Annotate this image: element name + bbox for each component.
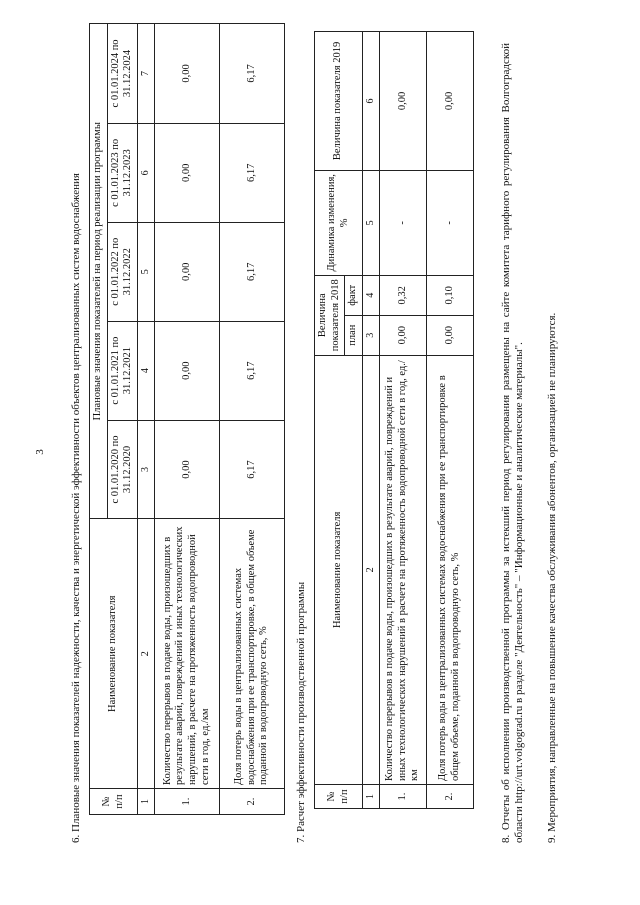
t1-col-number: 6 bbox=[137, 123, 154, 222]
t1-header-period: с 01.01.2024 по 31.12.2024 bbox=[107, 24, 137, 124]
t2-row-dynamics: - bbox=[426, 170, 473, 275]
t1-col-number: 4 bbox=[137, 321, 154, 420]
section-8-paragraph: 8. Отчеты об исполнении производственной программы за истекший период регулирования размещены на сайте комитета тарифного регулирования Волгоградской области http://urt.volgograd.ru в разделе "Деятельность" – "Информационные и аналитические материалы". bbox=[499, 43, 526, 843]
section-6-heading: 6. Плановые значения показателей надежности, качества и энергетической эффективности объектов централизованных систем водоснабжения bbox=[70, 173, 82, 843]
t1-col-number: 7 bbox=[137, 24, 154, 124]
t1-row-value: 6,17 bbox=[219, 123, 284, 222]
t2-row-2019: 0,00 bbox=[379, 32, 426, 171]
t2-col-number: 6 bbox=[362, 32, 379, 171]
t2-header-2018: Величина показателя 2018 bbox=[315, 275, 345, 355]
t2-col-number: 4 bbox=[362, 275, 379, 315]
t1-row-value: 0,00 bbox=[154, 222, 219, 321]
t2-col-number: 5 bbox=[362, 170, 379, 275]
t2-col-number: 1 bbox=[362, 785, 379, 809]
t2-header-num: № п/п bbox=[315, 785, 363, 809]
t2-row-num: 1. bbox=[379, 785, 426, 809]
t1-row-value: 0,00 bbox=[154, 420, 219, 519]
t1-col-number: 3 bbox=[137, 420, 154, 519]
efficiency-calculation-table bbox=[314, 31, 474, 809]
t1-header-period: с 01.01.2021 по 31.12.2021 bbox=[107, 321, 137, 420]
table-row bbox=[379, 32, 426, 809]
page-number: 3 bbox=[34, 449, 46, 455]
t2-row-plan: 0,00 bbox=[426, 315, 473, 355]
t1-row-value: 0,00 bbox=[154, 24, 219, 124]
t1-header-period: с 01.01.2022 по 31.12.2022 bbox=[107, 222, 137, 321]
t2-col-number: 2 bbox=[362, 355, 379, 784]
table-row bbox=[426, 32, 473, 809]
t2-row-dynamics: - bbox=[379, 170, 426, 275]
section-7-heading: 7. Расчет эффективности производственной программы bbox=[294, 581, 307, 843]
t2-row-fact: 0,10 bbox=[426, 275, 473, 315]
t1-row-value: 6,17 bbox=[219, 24, 284, 124]
t1-header-period: с 01.01.2020 по 31.12.2020 bbox=[107, 420, 137, 519]
t1-row-name: Доля потерь воды в централизованных системах водоснабжения при ее транспортировке, в общем объеме поданной в водопроводную сеть, % bbox=[219, 519, 284, 789]
t1-header-num: № п/п bbox=[90, 789, 138, 815]
t1-header-group: Плановые значения показателей на период реализации программы bbox=[90, 24, 108, 519]
t2-row-fact: 0,32 bbox=[379, 275, 426, 315]
planned-indicators-table bbox=[89, 23, 285, 815]
t2-header-plan: план bbox=[345, 315, 363, 355]
section-9-paragraph: 9. Мероприятия, направленные на повышение качества обслуживания абонентов, организацией не планируются. bbox=[546, 312, 559, 843]
document-body bbox=[70, 39, 560, 843]
t1-row-name: Количество перерывов в подаче воды, произошедших в результате аварий, повреждений и иных технологических нарушений, в расчете на протяженность водопроводной сети в год, ед./км bbox=[154, 519, 219, 789]
t2-col-number: 3 bbox=[362, 315, 379, 355]
t1-row-value: 6,17 bbox=[219, 420, 284, 519]
t2-row-2019: 0,00 bbox=[426, 32, 473, 171]
t2-row-plan: 0,00 bbox=[379, 315, 426, 355]
t1-row-value: 0,00 bbox=[154, 321, 219, 420]
t1-col-number: 2 bbox=[137, 519, 154, 789]
t1-header-period: с 01.01.2023 по 31.12.2023 bbox=[107, 123, 137, 222]
t2-header-dynamics: Динамика изменения, % bbox=[315, 170, 363, 275]
t1-header-name: Наименование показателя bbox=[90, 519, 138, 789]
t1-col-number: 1 bbox=[137, 789, 154, 815]
table-row bbox=[219, 24, 284, 815]
table-row bbox=[154, 24, 219, 815]
t2-header-name: Наименование показателя bbox=[315, 355, 363, 784]
t1-row-value: 6,17 bbox=[219, 321, 284, 420]
t2-row-name: Доля потерь воды в централизованных системах водоснабжения при ее транспортировке в общем объеме, поданной в водопроводную сеть, % bbox=[426, 355, 473, 784]
t2-header-fact: факт bbox=[345, 275, 363, 315]
t2-header-2019: Величина показателя 2019 bbox=[315, 32, 363, 171]
t1-row-value: 0,00 bbox=[154, 123, 219, 222]
t1-row-num: 1. bbox=[154, 789, 219, 815]
t2-row-num: 2. bbox=[426, 785, 473, 809]
t1-row-num: 2. bbox=[219, 789, 284, 815]
t1-col-number: 5 bbox=[137, 222, 154, 321]
t1-row-value: 6,17 bbox=[219, 222, 284, 321]
t2-row-name: Количество перерывов в подаче воды, произошедших в результате аварий, повреждений и иных технологических нарушений в расчете на протяженность водопроводной сети в год, ед./км bbox=[379, 355, 426, 784]
